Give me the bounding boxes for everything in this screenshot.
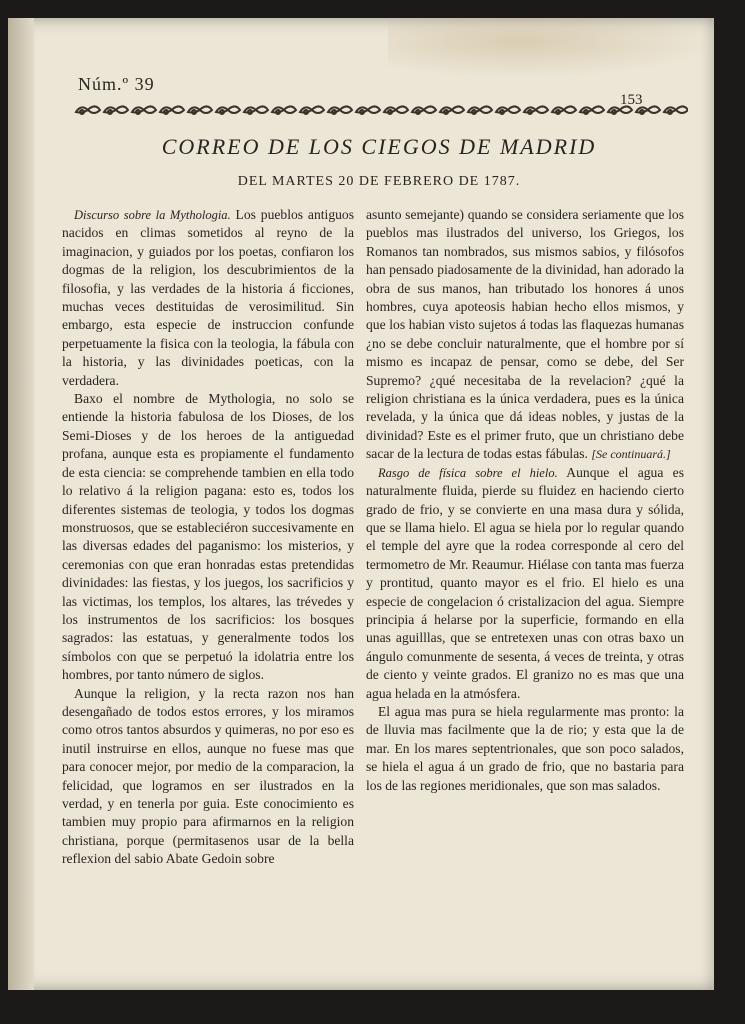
issue-number: Núm.º 39 xyxy=(78,74,155,94)
page-spine xyxy=(8,18,34,990)
article-heading: Rasgo de física sobre el hielo. xyxy=(378,465,558,480)
decorative-rule xyxy=(72,102,688,122)
paragraph-text: Aunque el agua es naturalmente fluida, pierde su fluidez en haciendo cierto grado de frio, y se convierte en una masa dura y sólida, que se llama hielo. El agua se hiela por lo regular quando el temple del ayre que la rodea corresponde al cero del termometro de Mr. Reaumur. Hiélase con tanta mas fuerza y prontitud, quanto mayor es el frio. El hielo es una especie de congelacion ó cristalizacion del agua. Siempre principia á helarse por la superficie, formando en ella unas aguilllas, que se entretexen unas con otras baxo un ángulo comunmente de sesenta, á veces de treinta, y otras de ciento y veinte grados. El granizo no es mas que una agua helada en la atmósfera. xyxy=(366,464,685,701)
paragraph: Baxo el nombre de Mythologia, no solo se entiende la historia fabulosa de los Dioses, de los Semi-Dioses y de los heroes de la antiguedad profana, aunque esta es propiamente el fundamento de esta ciencia: se comprehende tambien en ella todo lo relativo á la religion pagana: esto es, todos los diferentes sistemas de teologia, y todos los dogmas monstruosos, que se estableciéron succesivamente en las diversas edades del paganismo: los misterios, y ceremonias con que eran honradas estas pretendidas divinidades: las fiestas, y los juegos, los sacrificios y las victimas, los templos, los altares, las trévedes y los instrumentos de los sacrificios: los bosques sagrados: las estatuas, y generalmente todos los símbolos con que se perpetuó la idolatria entre los hombres, por tanto número de siglos. xyxy=(62,391,354,683)
article-heading: Discurso sobre la Mythologia. xyxy=(74,208,231,222)
issue-date: DEL MARTES 20 DE FEBRERO DE 1787. xyxy=(237,174,521,189)
newspaper-title: CORREO DE LOS CIEGOS DE MADRID xyxy=(161,134,597,159)
article-mythology-intro xyxy=(62,206,354,390)
article-ice-physics xyxy=(366,464,684,703)
paragraph-continued xyxy=(366,206,684,464)
right-column xyxy=(366,206,684,795)
paragraph: El agua mas pura se hiela regularmente mas pronto: la de lluvia mas facilmente que la de rio; y esta que la de mar. En los mares septentrionales, que son poco salados, se hiela el agua á un grado de frio, que no bastaria para los de las regiones meridionales, que son mas salados. xyxy=(366,703,684,793)
page-number: 153 xyxy=(620,92,643,108)
left-column xyxy=(62,206,354,869)
paragraph-text: asunto semejante) quando se considera seriamente que los pueblos mas ilustrados del universo, los Griegos, los Romanos tan nombrados, sus mismos sabios, y filósofos han pensado piadosamente de la divinidad, han adorado la obra de sus manos, han tributado los honores á unos hombres, cuya apoteosis habian hecho ellos mismos, y que los habian visto sujetos á todas las flaquezas humanas ¿no se debe concluir naturalmente, que el hombre por sí mismo es incapaz de pensar, como se debe, del Ser Supremo? ¿qué necesitaba de la revelacion? ¿qué la religion christiana es la única verdadera, pues es la única revelada, y la única que dá ideas nobles, y justas de la divinidad? Este es el primer fruto, que un christiano debe sacar de la lectura de todas estas fábulas. xyxy=(366,207,684,462)
paper-stain xyxy=(388,18,718,78)
paragraph: Aunque la religion, y la recta razon nos han desengañado de todos estos errores, y los miramos como otros tantos absurdos y quimeras, no por eso es inutil instruirse en ellos, aunque no fuese mas que para conocer mejor, por medio de la comparacion, la felicidad, que logramos en ser ilustrados en la verdad, y en tenerla por guia. Este conocimiento es tambien muy propio para afirmarnos en la religion christiana, porque (permitasenos usar de la bella reflexion del sabio Abate Gedoin sobre xyxy=(62,685,354,867)
paragraph-text: Los pueblos antiguos nacidos en climas sometidos al reyno de la imaginacion, y guiados por los poetas, confiaron los dogmas de la religion, los descubrimientos de la filosofia, y las verdades de la historia á ficciones, muchas veces destituidas de verosimilitud. Sin embargo, esta especie de instruccion confunde perpetuamente la fisica con la teologia, la fábula con la historia, y las divinidades poeticas, con la verdadera. xyxy=(62,207,354,388)
continuation-note: [Se continuará.] xyxy=(591,447,671,462)
newspaper-page xyxy=(8,18,714,990)
